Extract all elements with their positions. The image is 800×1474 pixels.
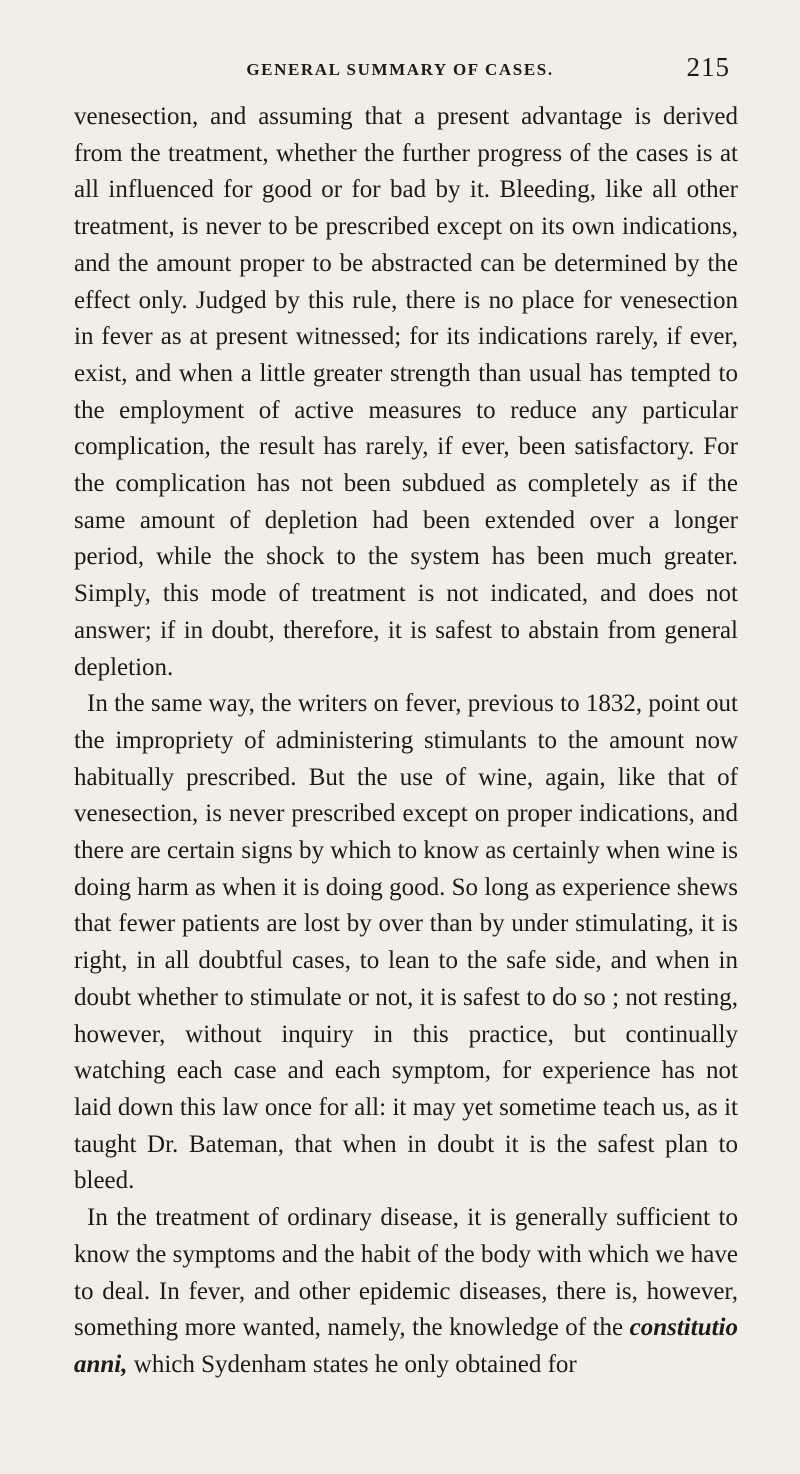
paragraph-3-text-before: In the treatment of ordinary disease, it is generally sufficient to know the symptoms and the habit of the body with which we have to deal. In fever, and other epidemic diseases, there is, however, something more wanted, namely, the knowledge of the xyxy=(74,1204,738,1342)
paragraph-3 xyxy=(74,1200,738,1384)
paragraph-1: venesection, and assuming that a present advantage is derived from the treatment, whether the further progress of the cases is at all influenced for good or for bad by it. Bleeding, like all other treatment, is never to be prescribed except on its own indications, and the amount proper to be abstracted can be determined by the effect only. Judged by this rule, there is no place for venesection in fever as at present witnessed; for its indications rarely, if ever, exist, and when a little greater strength than usual has tempted to the employment of active measures to reduce any particular complication, the result has rarely, if ever, been satisfactory. For the complication has not been subdued as completely as if the same amount of depletion had been extended over a longer period, while the shock to the system has been much greater. Simply, this mode of treatment is not indicated, and does not answer; if in doubt, therefore, it is safest to abstain from general depletion. xyxy=(74,103,738,681)
running-title: GENERAL SUMMARY OF CASES. xyxy=(246,60,554,79)
running-head xyxy=(70,52,730,90)
body-text xyxy=(74,99,738,1384)
paragraph-3-text-after: which Sydenham states he only obtained for xyxy=(127,1350,577,1378)
paragraph-2: In the same way, the writers on fever, previous to 1832, point out the impropriety of administering stimulants to the amount now habitually prescribed. But the use of wine, again, like that of venesection, is never prescribed except on proper indications, and there are certain signs by which to know as certainly when wine is doing harm as when it is doing good. So long as experience shews that fewer patients are lost by over than by under stimulating, it is right, in all doubtful cases, to lean to the safe side, and when in doubt whether to stimulate or not, it is safest to do so ; not resting, however, without inquiry in this practice, but continually watching each case and each symptom, for experience has not laid down this law once for all: it may yet sometime teach us, as it taught Dr. Bateman, that when in doubt it is the safest plan to bleed. xyxy=(74,690,738,1195)
page-number: 215 xyxy=(686,52,730,82)
latin-term-constitutio-anni: constitutio anni, xyxy=(74,1314,738,1378)
